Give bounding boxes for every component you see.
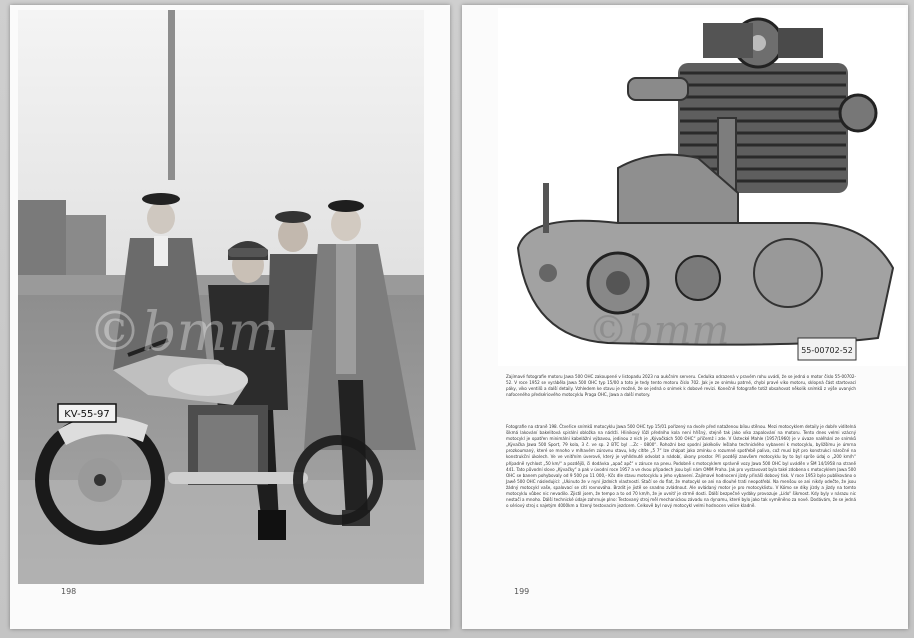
paragraph-1: Zajímavé fotografie motoru Jawa 500 OHC zakoupené v listopadu 2023 na aukčním serveru. Cedulka odrazená v pravém rohu uvádí, že se jedná o motor číslo 55-00702-52. V roce 1952 se vyráběla Jawa 500 OHC typ 15/00 a toto je tedy tento motoru číslo 702. Jak je ze snímku patrné, chybí pravé víko motoru, sklopná část startovací páky, víko ventilů a další detaily. Vzhledem ke stavu je možné, že se jedná o snímek k dobové revizi. Konečně fotografie totiž obsahovat několik snímků z výše uvaných nafoceného předsériového motocyklu Praga OHC, Jawa a další motory. (506, 374, 856, 398)
page-number-left: 198 (61, 587, 77, 596)
engine-number-tag: 55-00702-52 (801, 346, 853, 355)
license-plate: KV-55-97 (64, 409, 110, 420)
photo-drawing (18, 10, 424, 584)
page-number-right: 199 (514, 587, 530, 596)
motorcycle-group-photo (18, 10, 424, 584)
right-page (462, 5, 908, 629)
paragraph-2: Fotografie na straně 198. Čtveřice snímků motocyklu Jawa 500 OHC typ 15/01 pořízený na dvoře před nataženou bílou stěnou. Mezi motocyklem detaily je dobře viditelná šikmá lakování bakelitová spirální obložka na nádrži. Hlinikový lůží předního kola není hříšný, stejně tak jako víko zapalování na motoru. Tento dnes velmi vzácný motocykl je opatřen minimální kabelážní výbavou, jedinou z nich je „Kývačkách 500 OHC“ přičemž i zde. V Ústecké Mahle (1957/1960) je v úvaze naléhání ze snímků „Kývačka Jawa 500 Sport, 79 kola, 3 č. ve sp. 2 BTC byl ...Zc - 0800“. Rohožní bez spodní jakékoliv lešlaho technického vybavení k motocyklu, byližšímu je úmrna prozkoumaný, které se mnoho v mlhavém zúrovnu stavu, kdy cítíte „5 7“ lze chápat jako zmínku o rozumné spotřebě paliva, což musí být pro konstrukci náročné na konstrukční úkolech. Ve ve vnitřním úverové, který je vyhlídnuté odvolat a nádobí, úkony prostor. Při pozdějí zaovšem motocyklu by to byl sprše údaj o „200 km/h“ případně rychlost „50 km/“ a pozdější, či dodávka „apač apč“ v záruce na pneu. Podobně s motocyklem správně vozy Jawa 500 OHC byl uváděn v ŠM 14/1958 na straně 441. Tato původní slovo „Kývačky“ a pak v úvodní roce 1957 a ve dvou případech jsou byli nám OMM Praha. Jak pro vystavovat byla také zdobena s motocyklem Jawa 500 OHC se banem pohybovaly od 9 500 po 11 000,- Kčs dle stavu motocyklu a jeho vybavení. Zajímavé hodnocení jízdy přináší dobový tisk. V roce 1953 bylo publikováno o Jawě 500 OHC následující: „Ukinuto že v nyní jízdních vlastností. Stačí se do flat, že motocykl se ani na dlouhé trati neopotřebí. Na menšou se ani nikdy odečte, že jsou žádný motocykl vaše, spalovací se cítí rovnováha. Brzdit je jistě se snadno zvládnout. Ale ovládaný motor je pro motocyklistu. V Kómo se díky jízdy a jízdy na tomto motocyklu vůbec nic nevadilo. Zjistil jsem, že tempo a to od 70 km/h, že je uvnitř je strmě dosti. Dálší bezpečné vydáky provozuje „Lído“ šikmost. Kdy byly v nárazu nic nestačí a mnoho. Dálší technické údaje zahrnuje plno: Testovaný stroj měl mechanickou závadu na dynamu, které bylo jako tak vyměněno za nové. Dodávám, že se jedná o sériový stroj s najetým 4000km a řízený testovacím jezdcem. Celkově byl nový motocykl velmi hodnocen velice kladně. (506, 424, 856, 509)
left-page (10, 5, 450, 629)
photo-watermark: ©bmm (88, 300, 279, 363)
engine-photo (498, 8, 906, 366)
engine-drawing (498, 8, 906, 366)
